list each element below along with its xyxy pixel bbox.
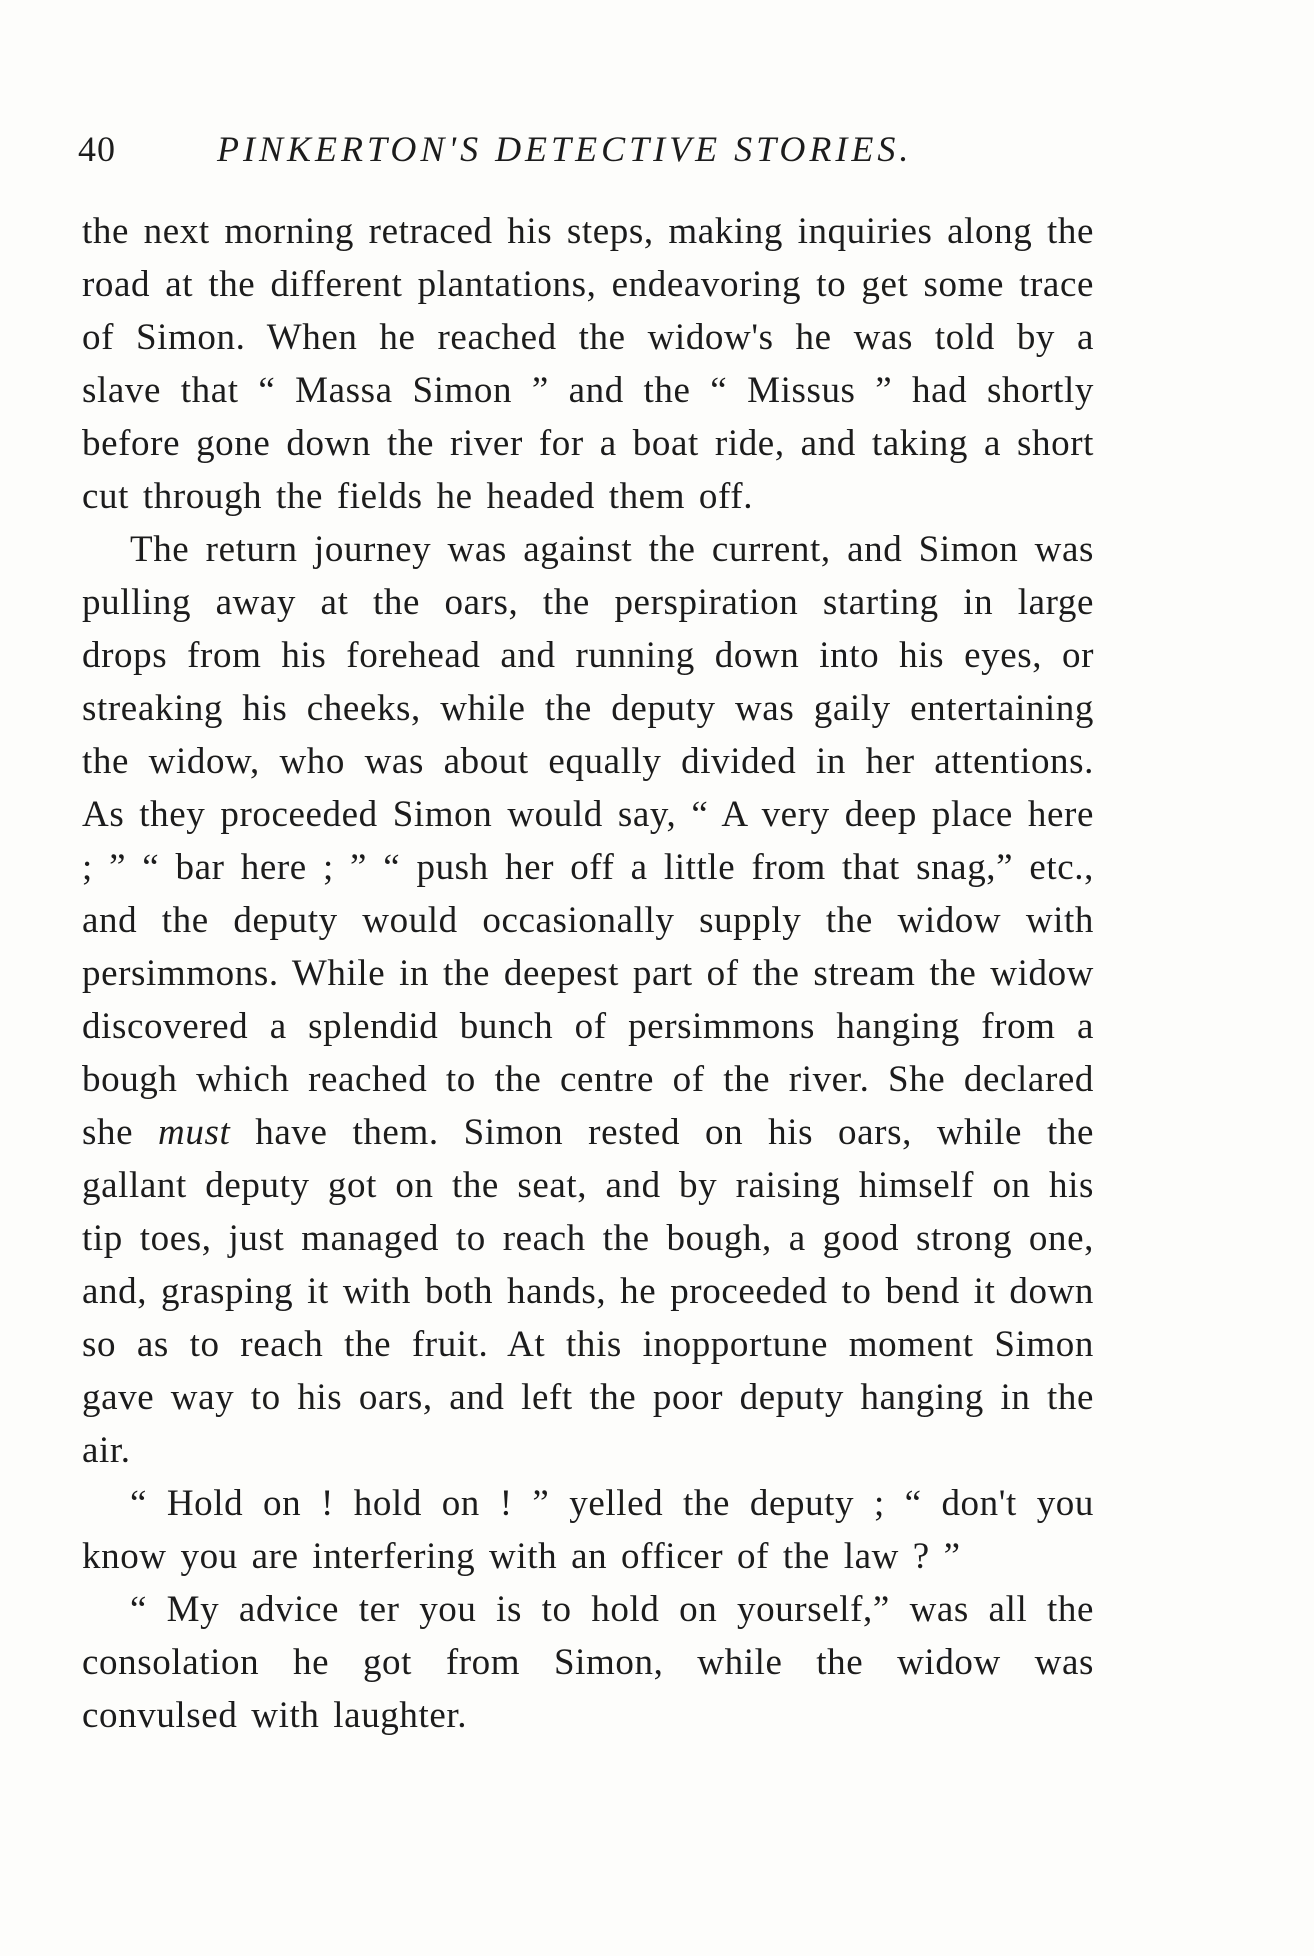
emphasized-word: must: [158, 1112, 231, 1153]
body-text: [82, 205, 1094, 1742]
page-header: [78, 128, 1088, 178]
paragraph-2: [82, 523, 1094, 1477]
paragraph-4: “ My advice ter you is to hold on yourself,” was all the consolation he got from Simon, while the widow was convulsed with laughter.: [82, 1589, 1094, 1736]
paragraph-2-part-2: have them. Simon rested on his oars, while the gallant deputy got on the seat, and by raising himself on his tip toes, just managed to reach the bough, a good strong one, and, grasping it with both hands, he proceeded to bend it down so as to reach the fruit. At this inopportune moment Simon gave way to his oars, and left the poor deputy hanging in the air.: [82, 1112, 1094, 1471]
paragraph-2-part-1: The return journey was against the current, and Simon was pulling away at the oars, the perspiration starting in large drops from his forehead and running down into his eyes, or streaking his cheeks, while the deputy was gaily entertaining the widow, who was about equally divided in her attentions. As they proceeded Simon would say, “ A very deep place here ; ” “ bar here ; ” “ push her off a little from that snag,” etc., and the deputy would occasionally supply the widow with persimmons. While in the deepest part of the stream the widow discovered a splendid bunch of persimmons hanging from a bough which reached to the centre of the river. She declared she: [82, 529, 1094, 1153]
page-number: 40: [78, 129, 116, 169]
running-title: PINKERTON'S DETECTIVE STORIES.: [217, 129, 913, 169]
paragraph-1: the next morning retraced his steps, making inquiries along the road at the different plantations, endeavoring to get some trace of Simon. When he reached the widow's he was told by a slave that “ Massa Simon ” and the “ Missus ” had shortly before gone down the river for a boat ride, and taking a short cut through the fields he headed them off.: [82, 211, 1094, 517]
paragraph-3: “ Hold on ! hold on ! ” yelled the deputy ; “ don't you know you are interfering with an officer of the law ? ”: [82, 1483, 1094, 1577]
